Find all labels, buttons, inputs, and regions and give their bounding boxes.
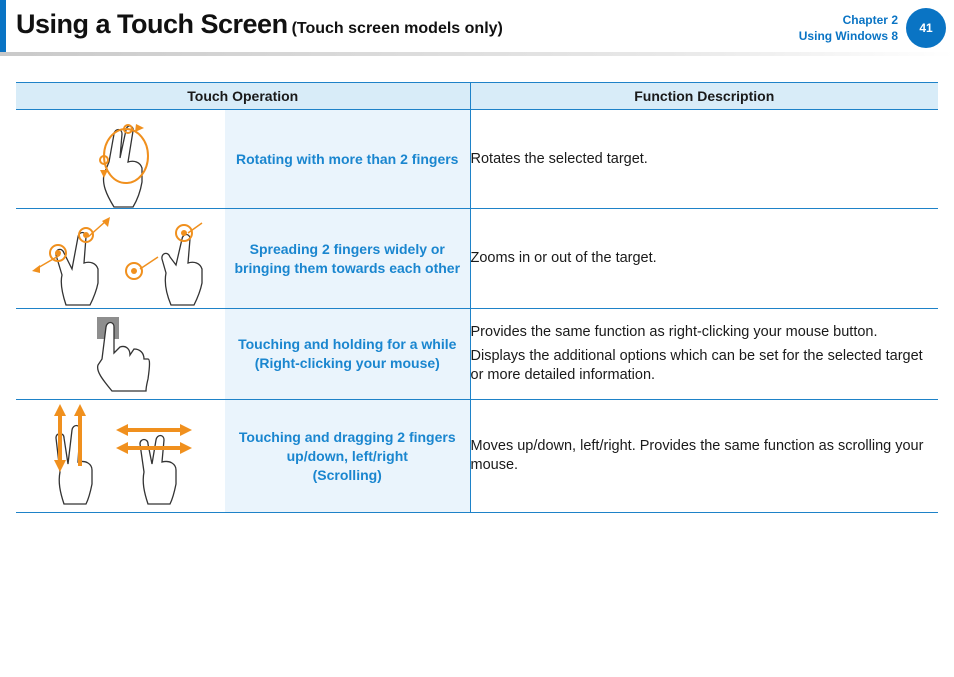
operation-line: bringing them towards each other bbox=[234, 259, 461, 276]
operation-label bbox=[225, 209, 470, 309]
touch-hold-gesture-icon bbox=[16, 309, 225, 400]
header-divider bbox=[0, 52, 954, 56]
header-accent-bar bbox=[0, 0, 6, 52]
operation-line: up/down, left/right bbox=[286, 447, 408, 464]
table-row bbox=[16, 309, 938, 400]
operation-line: (Scrolling) bbox=[312, 466, 382, 483]
table-header-row bbox=[16, 83, 938, 110]
chapter-label bbox=[799, 12, 898, 44]
description-text: Rotates the selected target. bbox=[470, 150, 648, 167]
rotate-gesture-icon bbox=[16, 110, 225, 209]
chapter-name: Using Windows 8 bbox=[798, 29, 898, 43]
table-row bbox=[16, 209, 938, 309]
description-text: Displays the additional options which can be set for the selected target or more detailed information. bbox=[470, 348, 923, 383]
touch-operations-table bbox=[16, 82, 938, 513]
operation-label bbox=[225, 110, 470, 209]
operation-line: (Right-clicking your mouse) bbox=[254, 355, 440, 371]
description-text: Provides the same function as right-clicking your mouse button. bbox=[470, 324, 878, 340]
page-title bbox=[16, 9, 503, 40]
function-description bbox=[470, 209, 938, 309]
page-title-text: Using a Touch Screen bbox=[16, 9, 288, 39]
two-finger-drag-gesture-icon bbox=[16, 400, 225, 513]
function-description bbox=[470, 309, 938, 400]
description-text: Moves up/down, left/right. Provides the same function as scrolling your mouse. bbox=[470, 438, 924, 473]
description-text: Zooms in or out of the target. bbox=[470, 250, 657, 266]
function-description bbox=[470, 400, 938, 513]
operation-line: Rotating with more than 2 fingers bbox=[236, 150, 459, 167]
page-number-badge: 41 bbox=[906, 8, 946, 48]
operation-line: Touching and dragging 2 fingers bbox=[238, 428, 456, 445]
chapter-number: Chapter 2 bbox=[842, 13, 898, 27]
operation-label bbox=[225, 309, 470, 400]
operation-label bbox=[225, 400, 470, 513]
operation-line: Touching and holding for a while bbox=[238, 336, 457, 352]
spread-pinch-gesture-icon bbox=[16, 209, 225, 309]
function-description bbox=[470, 110, 938, 209]
operation-line: Spreading 2 fingers widely or bbox=[249, 240, 445, 257]
page-subtitle: (Touch screen models only) bbox=[291, 20, 503, 37]
column-header-function: Function Description bbox=[470, 83, 938, 110]
column-header-operation: Touch Operation bbox=[16, 83, 470, 110]
table-row bbox=[16, 110, 938, 209]
table-row bbox=[16, 400, 938, 513]
